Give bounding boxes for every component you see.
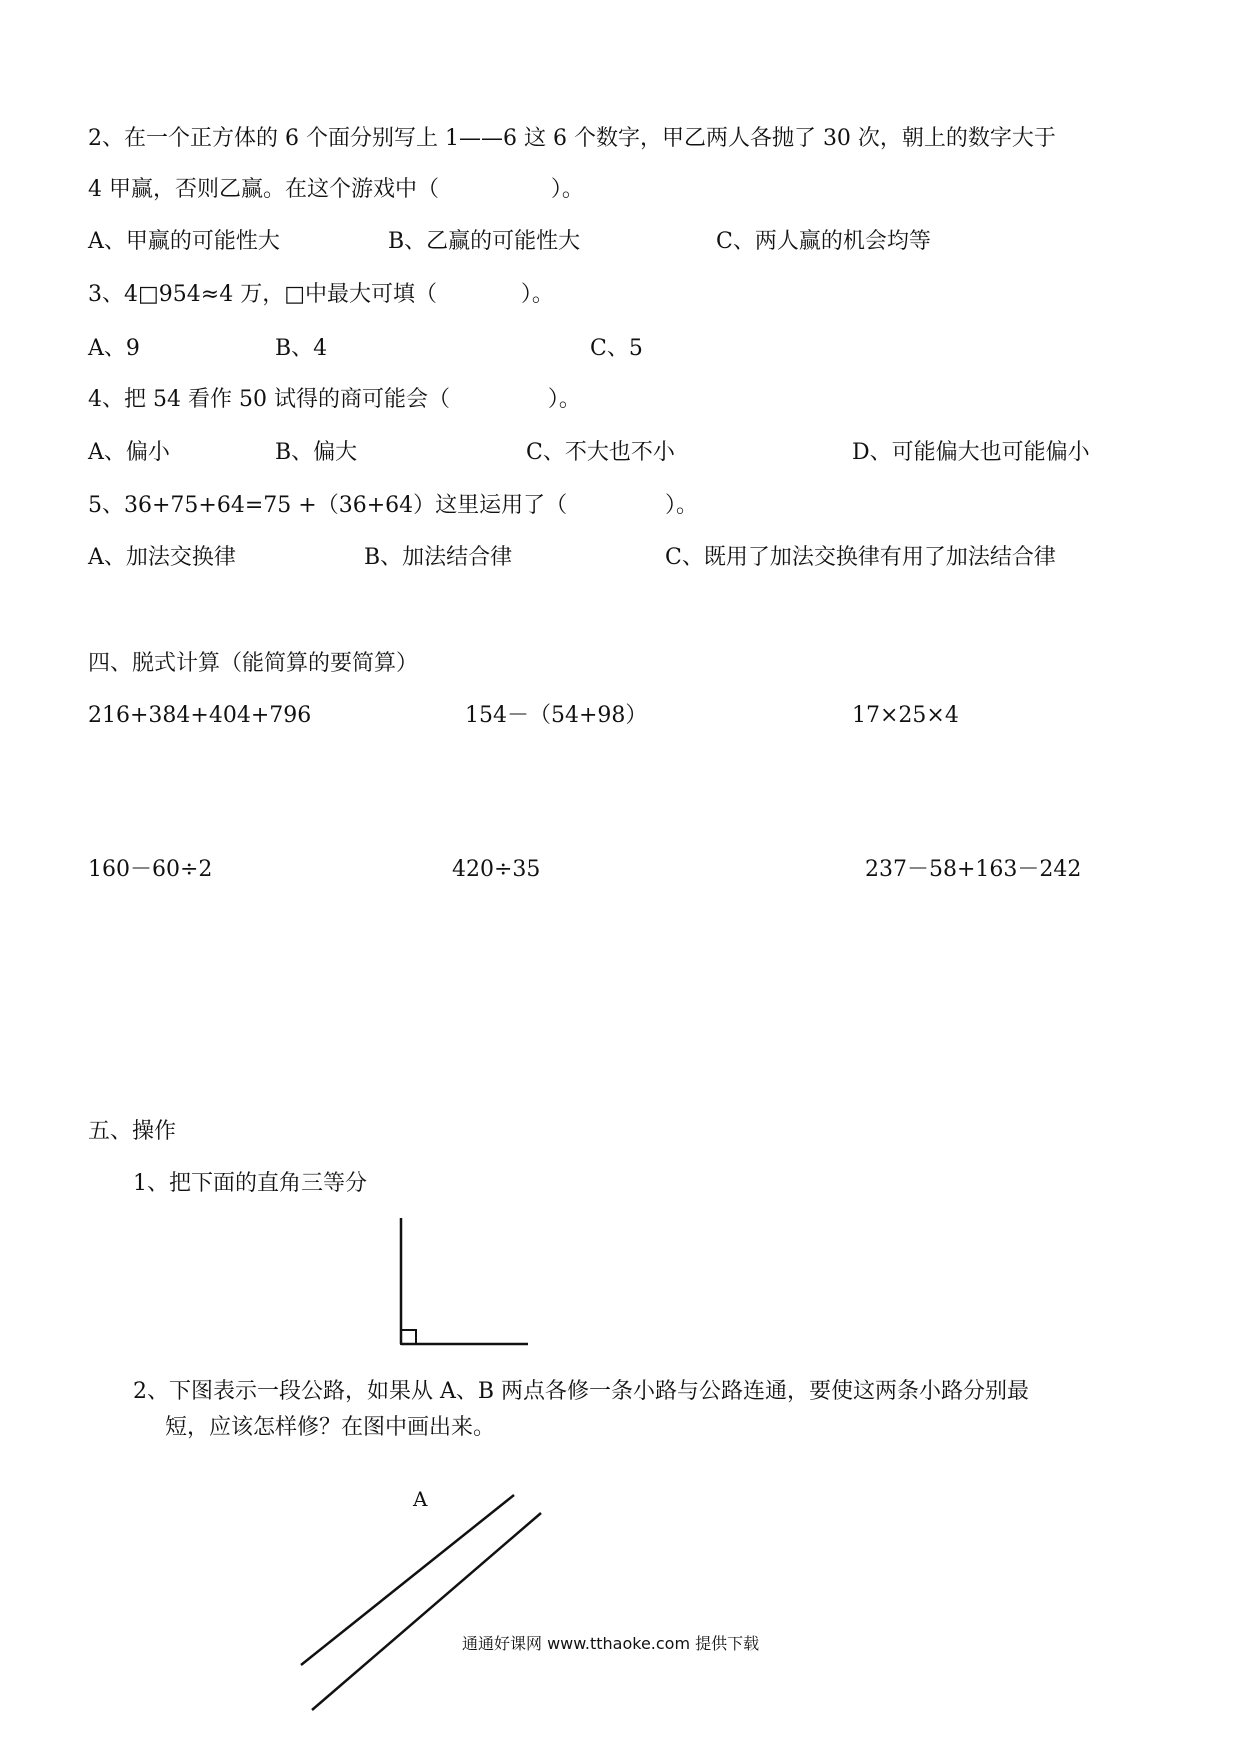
task1-text: 1、把下面的直角三等分 — [133, 1171, 367, 1196]
q4-option-b: B、偏大 — [275, 440, 358, 465]
q2-option-b: B、乙赢的可能性大 — [388, 229, 581, 254]
q2-stem-line2: 4 甲赢，否则乙赢。在这个游戏中（ ）。 — [88, 177, 584, 202]
q5-option-c: C、既用了加法交换律有用了加法结合律 — [665, 545, 1056, 570]
q4-option-c: C、不大也不小 — [526, 440, 675, 465]
task2-text-line1: 2、下图表示一段公路，如果从 A、B 两点各修一条小路与公路连通，要使这两条小路分别最 — [133, 1379, 1030, 1404]
road-edge-lower — [312, 1513, 541, 1710]
section4-title: 四、脱式计算（能简算的要简算） — [88, 651, 419, 676]
calc-2: 154－（54+98） — [465, 703, 648, 728]
q5-option-b: B、加法结合律 — [364, 545, 513, 570]
section5-title: 五、操作 — [88, 1119, 177, 1144]
calc-1: 216+384+404+796 — [88, 703, 312, 728]
q4-option-d: D、可能偏大也可能偏小 — [852, 440, 1090, 465]
q3-stem: 3、4□954≈4 万，□中最大可填（ ）。 — [88, 282, 554, 307]
calc-5: 420÷35 — [452, 857, 541, 882]
calc-4: 160－60÷2 — [88, 857, 213, 882]
point-a-label: A — [413, 1487, 428, 1511]
q3-option-c: C、5 — [590, 336, 643, 361]
q2-stem-line1: 2、在一个正方体的 6 个面分别写上 1——6 这 6 个数字，甲乙两人各抛了 30 次，朝上的数字大于 — [88, 126, 1056, 151]
calc-3: 17×25×4 — [852, 703, 959, 728]
q3-option-b: B、4 — [275, 336, 328, 361]
task2-text-line2: 短，应该怎样修？在图中画出来。 — [165, 1415, 496, 1440]
q5-stem: 5、36+75+64=75 +（36+64）这里运用了（ ）。 — [88, 493, 699, 518]
q2-option-a: A、甲赢的可能性大 — [88, 229, 280, 254]
right-angle-marker — [401, 1330, 416, 1344]
q4-stem: 4、把 54 看作 50 试得的商可能会（ ）。 — [88, 387, 581, 412]
calc-6: 237－58+163－242 — [865, 857, 1082, 882]
q2-option-c: C、两人赢的机会均等 — [716, 229, 931, 254]
q3-option-a: A、9 — [88, 336, 140, 361]
q4-option-a: A、偏小 — [88, 440, 170, 465]
q5-option-a: A、加法交换律 — [88, 545, 236, 570]
footer-credit: 通通好课网 www.tthaoke.com 提供下载 — [462, 1634, 760, 1653]
